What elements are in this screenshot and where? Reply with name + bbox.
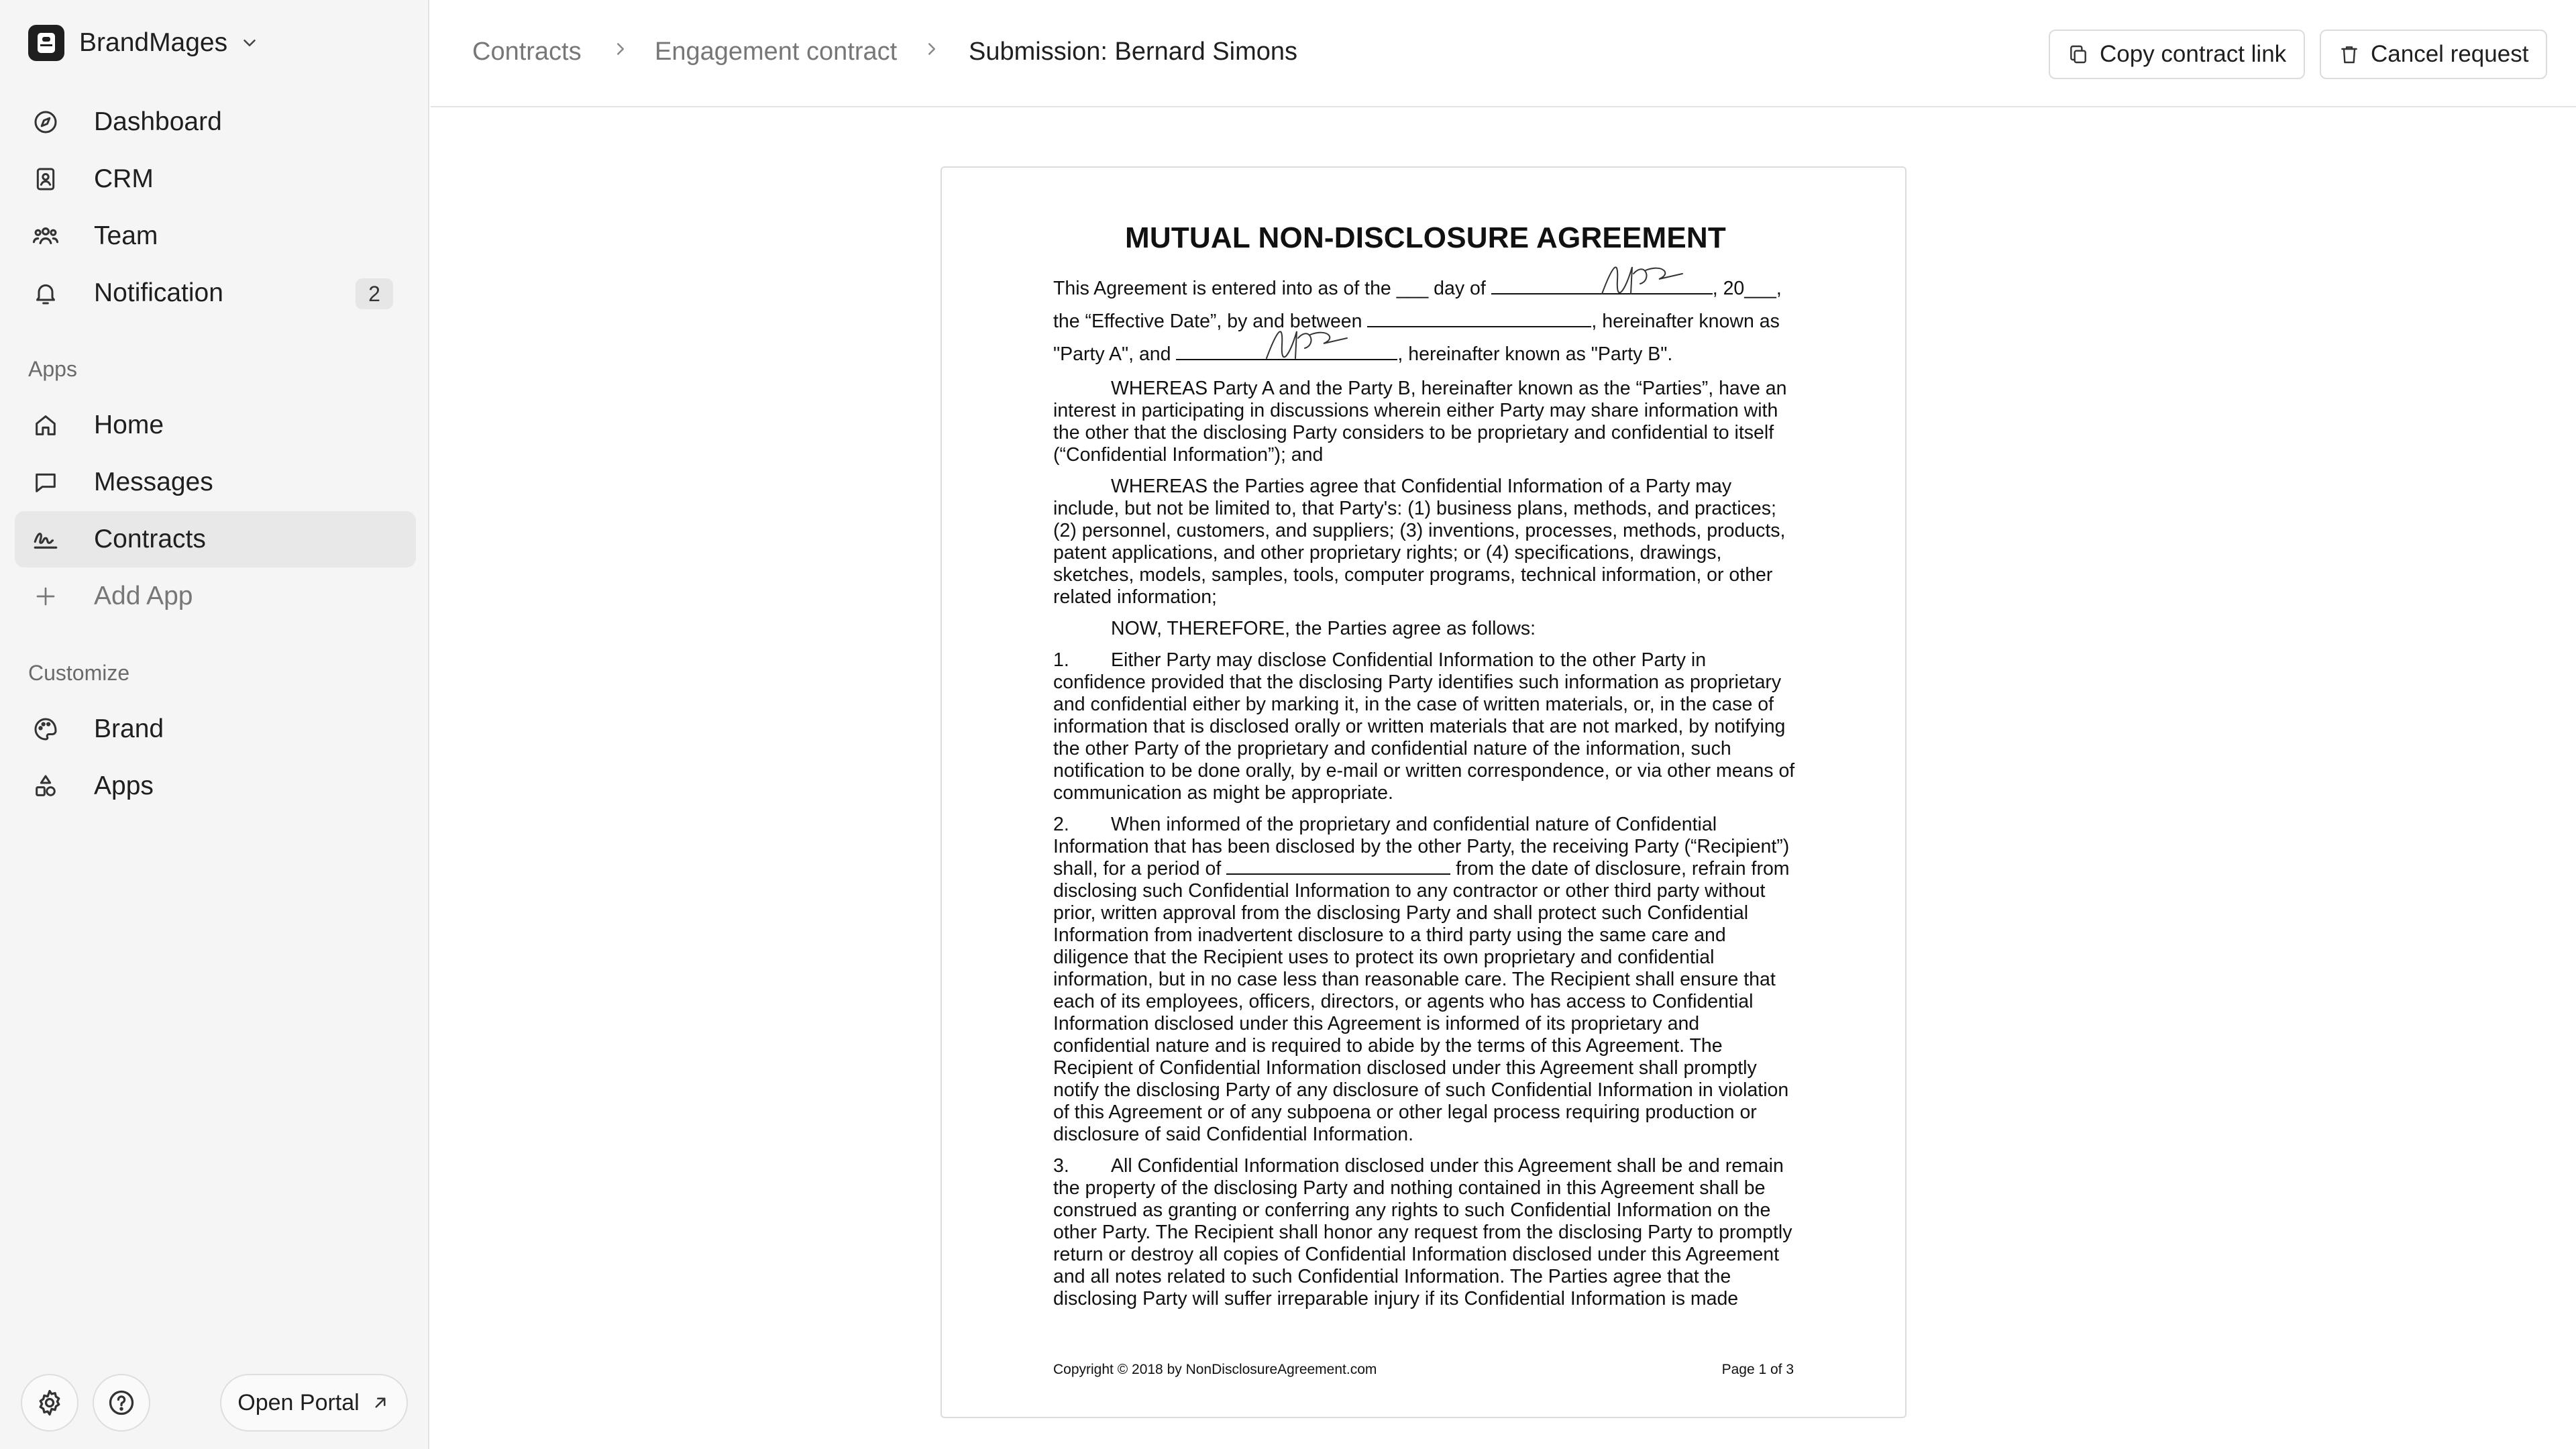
settings-button[interactable] xyxy=(21,1374,78,1432)
sidebar-item-label: Apps xyxy=(94,771,154,800)
sidebar-item-messages[interactable] xyxy=(15,454,416,511)
sidebar-item-label: Team xyxy=(94,221,158,250)
document-body xyxy=(1053,221,1798,1320)
intro-line-3 xyxy=(1053,338,1798,371)
sidebar-item-apps[interactable] xyxy=(15,758,416,814)
document-footer xyxy=(1053,1362,1794,1378)
top-header xyxy=(431,0,2576,107)
signature-field-party-b[interactable] xyxy=(1176,338,1397,371)
sidebar-item-contracts[interactable] xyxy=(15,511,416,568)
palette-icon xyxy=(31,714,60,744)
copy-contract-link-label: Copy contract link xyxy=(2100,41,2287,67)
signature-icon xyxy=(1263,318,1357,365)
customize-section-title: Customize xyxy=(28,661,130,685)
message-icon xyxy=(31,468,60,497)
help-button[interactable] xyxy=(93,1374,150,1432)
notification-count-badge: 2 xyxy=(356,278,393,309)
intro-text: the “Effective Date”, by and between xyxy=(1053,311,1362,332)
intro-text: , hereinafter known as "Party B". xyxy=(1397,343,1673,365)
intro-text: , hereinafter known as xyxy=(1591,311,1780,332)
sidebar-item-dashboard[interactable] xyxy=(15,94,416,150)
breadcrumb-current-submission: Submission: Bernard Simons xyxy=(969,38,1297,66)
sidebar-item-brand[interactable] xyxy=(15,701,416,757)
period-field[interactable] xyxy=(1226,859,1450,875)
copyright-text: Copyright © 2018 by NonDisclosureAgreement.com xyxy=(1053,1362,1377,1377)
whereas-paragraph-2: WHEREAS the Parties agree that Confidential Information of a Party may include, but not be limited to, that Party's: (1) business plans, methods, and practices; (2) personnel, customers, and suppliers; (3) inventions, processes, methods, products, patent applications, and other proprietary rights; or (4) specifications, drawings, sketches, models, samples, tools, computer programs, technical information, or other related information; xyxy=(1053,476,1786,608)
document-title: MUTUAL NON-DISCLOSURE AGREEMENT xyxy=(1125,221,1726,254)
sidebar-item-label: Contracts xyxy=(94,525,206,553)
sidebar-item-label: Notification xyxy=(94,278,223,307)
signature-icon xyxy=(31,525,60,554)
intro-text: , 20___, xyxy=(1712,278,1782,299)
contract-document xyxy=(941,166,1907,1418)
sidebar-item-team[interactable] xyxy=(15,208,416,264)
sidebar-item-add-app[interactable] xyxy=(15,568,416,625)
brand-logo-icon xyxy=(28,25,64,61)
sidebar-item-label: Brand xyxy=(94,714,164,743)
intro-line-1 xyxy=(1053,272,1798,305)
sidebar-item-crm[interactable] xyxy=(15,151,416,207)
sidebar-bottom-bar xyxy=(0,1368,429,1433)
clause-1 xyxy=(1053,649,1798,804)
therefore-paragraph: NOW, THEREFORE, the Parties agree as follows: xyxy=(1111,618,1536,639)
breadcrumb-engagement-contract[interactable]: Engagement contract xyxy=(655,38,898,66)
breadcrumb-contracts[interactable]: Contracts xyxy=(472,38,582,66)
brand-name: BrandMages xyxy=(79,28,228,57)
agreement-intro xyxy=(1053,272,1798,371)
clause-text: from the date of disclosure, refrain from disclosing such Confidential Information to any contractor or other third party without prior, written approval from the disclosing Party and shall protect such Confidential Information from inadvertent disclosure to a third party using the same care and diligence that the Recipient uses to protect its own proprietary and confidential information, but in no case less than reasonable care. The Recipient shall ensure that each of its employees, officers, directors, or agents who has access to Confidential Information disclosed under this Agreement is informed of its proprietary and confidential nature and is required to abide by the terms of this Agreement. The Recipient of Confidential Information disclosed under this Agreement shall promptly notify the disclosing Party of any disclosure of such Confidential Information in violation of this Agreement or of any subpoena or other legal process requiring production or disclosure of said Confidential Information. xyxy=(1053,858,1790,1145)
copy-icon xyxy=(2068,44,2100,65)
sidebar-item-label: Messages xyxy=(94,468,213,496)
intro-text: "Party A", and xyxy=(1053,343,1171,365)
clause-text: When informed of the proprietary and confidential nature of Confidential Information that has been disclosed by the other Party, the receiving Party (“Recipient”) shall, for a period of xyxy=(1053,814,1790,879)
contact-book-icon xyxy=(31,164,60,194)
plus-icon xyxy=(31,582,60,611)
sidebar-item-home[interactable] xyxy=(15,397,416,453)
intro-text: This Agreement is entered into as of the ___ day of xyxy=(1053,278,1486,299)
clause-number: 3. xyxy=(1053,1155,1069,1177)
home-icon xyxy=(31,411,60,440)
sidebar xyxy=(0,0,429,1449)
party-a-name-field[interactable] xyxy=(1367,305,1591,338)
compass-icon xyxy=(31,107,60,137)
clause-number: 2. xyxy=(1053,814,1069,835)
page-number: Page 1 of 3 xyxy=(1721,1362,1794,1377)
sidebar-item-label: Dashboard xyxy=(94,107,222,136)
signature-icon xyxy=(1599,254,1693,301)
clause-text: All Confidential Information disclosed under this Agreement shall be and remain the property of the disclosing Party and nothing contained in this Agreement shall be construed as granting or conferring any rights to such Confidential Information on the other Party. The Recipient shall honor any request from the disclosing Party to promptly return or destroy all copies of Confidential Information disclosed under this Agreement and all notes related to such Confidential Information. The Parties agree that the disclosing Party will suffer irreparable injury if its Confidential Information is made xyxy=(1053,1155,1792,1309)
shapes-icon xyxy=(31,771,60,801)
cancel-request-button[interactable] xyxy=(2320,30,2547,79)
apps-section-title: Apps xyxy=(28,357,77,381)
clause-3 xyxy=(1053,1155,1798,1310)
clause-number: 1. xyxy=(1053,649,1069,671)
cancel-request-label: Cancel request xyxy=(2371,41,2529,67)
sidebar-item-label: CRM xyxy=(94,164,154,193)
brand-switcher[interactable] xyxy=(28,24,260,62)
signature-field-date[interactable] xyxy=(1491,272,1713,305)
team-icon xyxy=(31,221,60,251)
sidebar-item-label: Home xyxy=(94,411,164,439)
clause-text: Either Party may disclose Confidential Information to the other Party in confidence provided that the disclosing Party identifies such information as proprietary and confidential either by marking it, in the case of written materials, or, in the case of information that is disclosed orally or written materials that are not marked, by notifying the other Party of the proprietary and confidential nature of the information, such notification to be done orally, by e-mail or written correspondence, or via other means of communication as might be appropriate. xyxy=(1053,649,1795,804)
copy-contract-link-button[interactable] xyxy=(2049,30,2305,79)
chevron-right-icon xyxy=(922,39,942,62)
intro-line-2 xyxy=(1053,305,1798,338)
bell-icon xyxy=(31,278,60,308)
arrow-up-right-icon xyxy=(360,1393,390,1413)
whereas-paragraph-1: WHEREAS Party A and the Party B, hereinafter known as the “Parties”, have an interest in participating in discussions wherein either Party may share information with the other that the disclosing Party considers to be proprietary and confidential to itself (“Confidential Information”); and xyxy=(1053,378,1787,466)
sidebar-item-notification[interactable] xyxy=(15,265,416,321)
gear-icon xyxy=(35,1388,64,1417)
chevron-down-icon xyxy=(239,33,260,53)
clause-2 xyxy=(1053,814,1798,1146)
open-portal-button[interactable] xyxy=(220,1374,408,1432)
open-portal-label: Open Portal xyxy=(237,1389,360,1415)
trash-icon xyxy=(2339,44,2371,65)
chevron-right-icon xyxy=(610,39,631,62)
help-circle-icon xyxy=(107,1388,136,1417)
sidebar-item-label: Add App xyxy=(94,582,193,610)
